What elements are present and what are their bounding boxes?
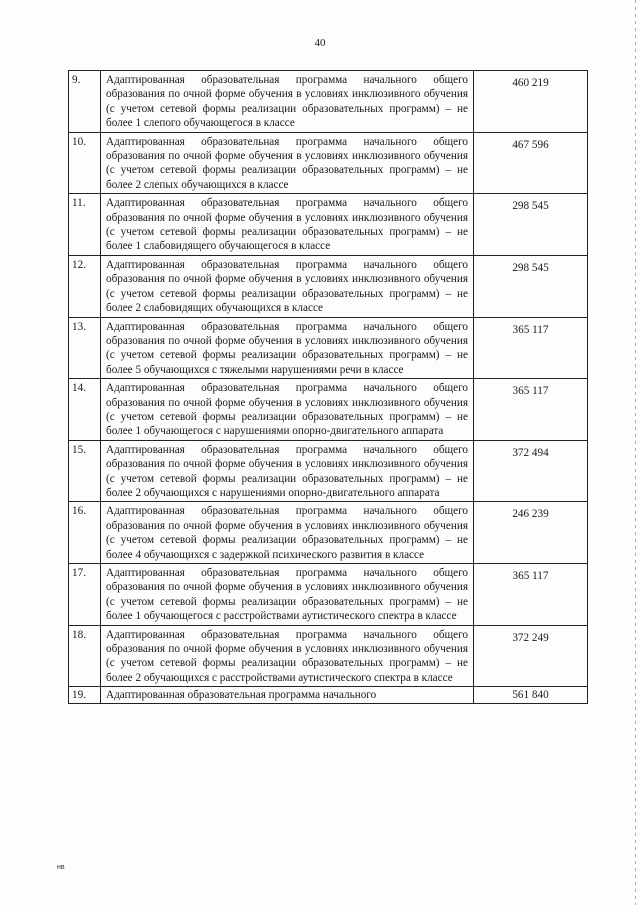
row-number: 13. — [69, 317, 101, 379]
scan-edge-decoration — [635, 0, 636, 905]
table-row — [69, 317, 588, 379]
cost-value: 365 117 — [474, 317, 588, 379]
cost-value: 460 219 — [474, 71, 588, 133]
program-description: Адаптированная образовательная программа начального — [101, 687, 474, 703]
table-row — [69, 132, 588, 194]
cost-value: 561 840 — [474, 687, 588, 703]
table-row — [69, 194, 588, 256]
program-description: Адаптированная образовательная программа начального общего образования по очной форме обучения в условиях инклюзивного обучения (с учетом сетевой формы реализации образовательных программ) – не более 1 слабовидящего обучающегося в классе — [101, 194, 474, 256]
program-description: Адаптированная образовательная программа начального общего образования по очной форме обучения в условиях инклюзивного обучения (с учетом сетевой формы реализации образовательных программ) – не более 2 обучающихся с расстройствами аутистического спектра в классе — [101, 625, 474, 687]
table-row — [69, 255, 588, 317]
row-number: 9. — [69, 71, 101, 133]
cost-value: 298 545 — [474, 255, 588, 317]
cost-value: 372 494 — [474, 440, 588, 502]
row-number: 11. — [69, 194, 101, 256]
table-row — [69, 625, 588, 687]
table-row — [69, 71, 588, 133]
program-description: Адаптированная образовательная программа начального общего образования по очной форме обучения в условиях инклюзивного обучения (с учетом сетевой формы реализации образовательных программ) – не более 4 обучающихся с задержкой психического развития в классе — [101, 502, 474, 564]
table-row — [69, 502, 588, 564]
cost-value: 298 545 — [474, 194, 588, 256]
table-row — [69, 564, 588, 626]
program-description: Адаптированная образовательная программа начального общего образования по очной форме обучения в условиях инклюзивного обучения (с учетом сетевой формы реализации образовательных программ) – не более 1 обучающегося с расстройствами аутистического спектра в классе — [101, 564, 474, 626]
tariff-table — [68, 70, 588, 704]
row-number: 15. — [69, 440, 101, 502]
cost-value: 372 249 — [474, 625, 588, 687]
row-number: 16. — [69, 502, 101, 564]
cost-value: 365 117 — [474, 564, 588, 626]
table-row — [69, 379, 588, 441]
table-row — [69, 687, 588, 703]
program-description: Адаптированная образовательная программа начального общего образования по очной форме обучения в условиях инклюзивного обучения (с учетом сетевой формы реализации образовательных программ) – не более 1 слепого обучающегося в классе — [101, 71, 474, 133]
cost-value: 467 596 — [474, 132, 588, 194]
row-number: 19. — [69, 687, 101, 703]
cost-value: 365 117 — [474, 379, 588, 441]
row-number: 12. — [69, 255, 101, 317]
program-description: Адаптированная образовательная программа начального общего образования по очной форме обучения в условиях инклюзивного обучения (с учетом сетевой формы реализации образовательных программ) – не более 2 слепых обучающихся в классе — [101, 132, 474, 194]
program-description: Адаптированная образовательная программа начального общего образования по очной форме обучения в условиях инклюзивного обучения (с учетом сетевой формы реализации образовательных программ) – не более 2 обучающихся с нарушениями опорно-двигательного аппарата — [101, 440, 474, 502]
row-number: 14. — [69, 379, 101, 441]
table-row — [69, 440, 588, 502]
cost-value: 246 239 — [474, 502, 588, 564]
program-description: Адаптированная образовательная программа начального общего образования по очной форме обучения в условиях инклюзивного обучения (с учетом сетевой формы реализации образовательных программ) – не более 1 обучающегося с нарушениями опорно-двигательного аппарата — [101, 379, 474, 441]
program-description: Адаптированная образовательная программа начального общего образования по очной форме обучения в условиях инклюзивного обучения (с учетом сетевой формы реализации образовательных программ) – не более 5 обучающихся с тяжелыми нарушениями речи в классе — [101, 317, 474, 379]
row-number: 17. — [69, 564, 101, 626]
row-number: 10. — [69, 132, 101, 194]
footer-initials: нв — [57, 864, 65, 871]
page-number: 40 — [314, 37, 326, 49]
row-number: 18. — [69, 625, 101, 687]
program-description: Адаптированная образовательная программа начального общего образования по очной форме обучения в условиях инклюзивного обучения (с учетом сетевой формы реализации образовательных программ) – не более 2 слабовидящих обучающихся в классе — [101, 255, 474, 317]
